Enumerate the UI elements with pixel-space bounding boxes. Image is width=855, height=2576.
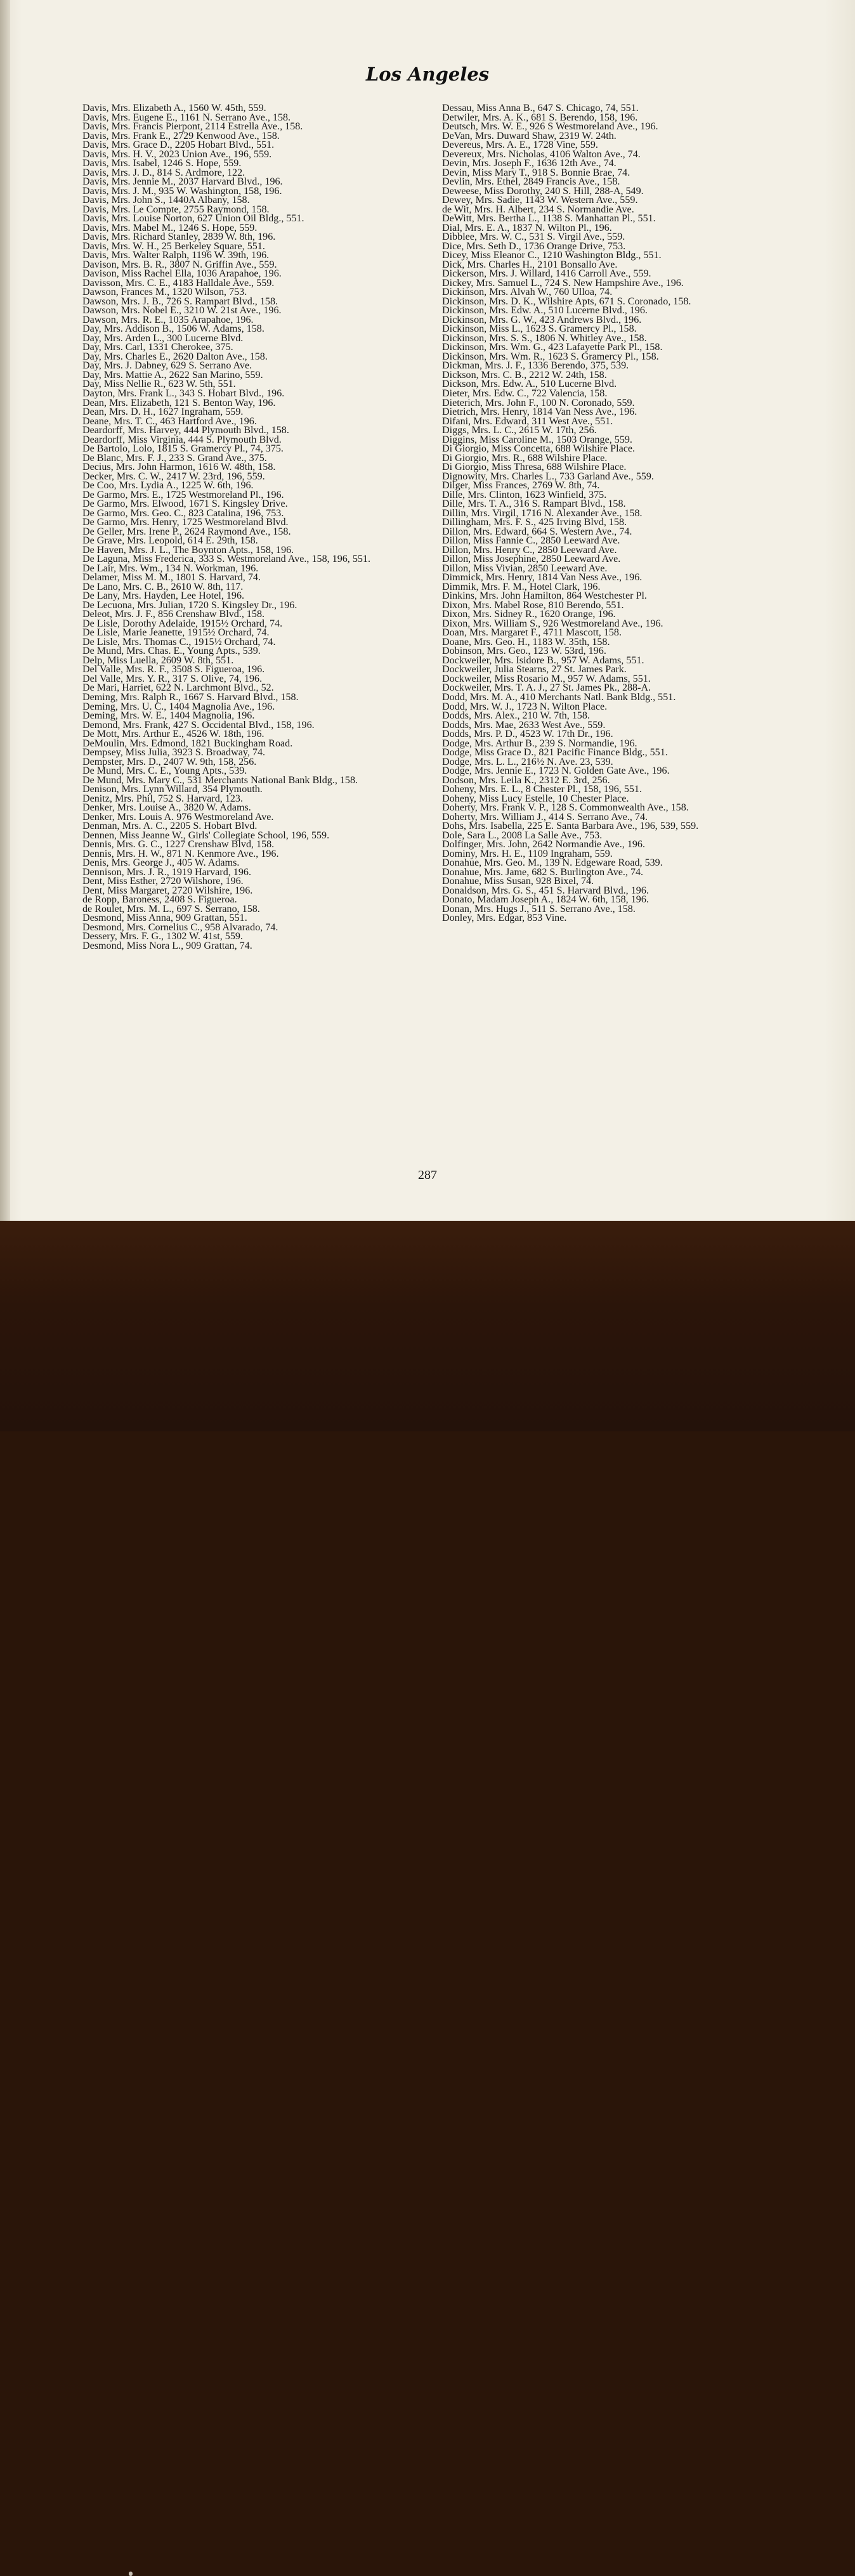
directory-entry: de Wit, Mrs. H. Albert, 234 S. Normandie Ave. xyxy=(442,204,634,215)
directory-entry: Davis, Mrs. J. D., 814 S. Ardmore, 122. xyxy=(82,167,245,178)
directory-entry: Davis, Mrs. Francis Pierpont, 2114 Estrella Ave., 158. xyxy=(82,121,303,133)
directory-entry: Dempster, Mrs. D., 2407 W. 9th, 158, 256. xyxy=(82,756,257,767)
directory-entry: Dockweiler, Mrs. T. A. J., 27 St. James Pk., 288-A. xyxy=(442,682,651,694)
directory-entry: Dent, Miss Margaret, 2720 Wilshire, 196. xyxy=(82,885,253,896)
directory-entry: Dobinson, Mrs. Geo., 123 W. 53rd, 196. xyxy=(442,646,606,657)
directory-entry: Desmond, Miss Anna, 909 Grattan, 551. xyxy=(82,913,247,924)
directory-entry: Deutsch, Mrs. W. E., 926 S Westmoreland Ave., 196. xyxy=(442,121,658,133)
directory-entry: Denitz, Mrs. Phil, 752 S. Harvard, 123. xyxy=(82,793,244,804)
directory-entry: Decius, Mrs. John Harmon, 1616 W. 48th, 158. xyxy=(82,462,276,473)
directory-entry: De Grave, Mrs. Leopold, 614 E. 29th, 158. xyxy=(82,535,258,547)
directory-entry: Dockweiler, Miss Rosario M., 957 W. Adams, 551. xyxy=(442,673,651,684)
directory-entry: Davisson, Mrs. C. E., 4183 Halldale Ave., 559. xyxy=(82,277,275,289)
directory-entry: Dillon, Miss Fannie C., 2850 Leeward Ave. xyxy=(442,535,620,547)
directory-entry: DeMoulin, Mrs. Edmond, 1821 Buckingham Road. xyxy=(82,738,293,749)
directory-entry: Dille, Mrs. Clinton, 1623 Winfield, 375. xyxy=(442,489,607,500)
directory-entry: Dempsey, Miss Julia, 3923 S. Broadway, 74. xyxy=(82,747,266,758)
directory-entry: Donley, Mrs. Edgar, 853 Vine. xyxy=(442,913,567,923)
directory-entry: Dodge, Mrs. Arthur B., 239 S. Normandie, 196. xyxy=(442,738,637,749)
directory-entry: De Mund, Mrs. C. E., Young Apts., 539. xyxy=(82,765,247,777)
directory-entry: Dickinson, Mrs. G. W., 423 Andrews Blvd., 196. xyxy=(442,314,642,325)
directory-entry: De Lano, Mrs. C. B., 2610 W. 8th, 117. xyxy=(82,581,244,592)
directory-entry: Dimmik, Mrs. F. M., Hotel Clark, 196. xyxy=(442,581,601,592)
directory-entry: Di Giorgio, Miss Concetta, 688 Wilshire Place. xyxy=(442,443,636,455)
directory-entry: Dice, Mrs. Seth D., 1736 Orange Drive, 753. xyxy=(442,240,626,252)
directory-entry: De Lisle, Mrs. Thomas C., 1915½ Orchard, 74. xyxy=(82,636,276,647)
directory-entry: Day, Mrs. Mattie A., 2622 San Marino, 559. xyxy=(82,369,263,381)
directory-entry: Dewey, Mrs. Sadie, 1143 W. Western Ave., 559. xyxy=(442,195,638,206)
directory-entry: Doan, Mrs. Margaret F., 4711 Mascott, 158. xyxy=(442,627,622,639)
directory-entry: Dickinson, Mrs. D. K., Wilshire Apts, 671 S. Coronado, 158. xyxy=(442,296,691,307)
directory-entry: Day, Mrs. Arden L., 300 Lucerne Blvd. xyxy=(82,332,244,344)
directory-entry: Davis, Mrs. John S., 1440A Albany, 158. xyxy=(82,195,250,206)
directory-entry: Dickman, Mrs. J. F., 1336 Berendo, 375, 539. xyxy=(442,360,629,372)
directory-entry: Davis, Mrs. Grace D., 2205 Hobart Blvd., 551. xyxy=(82,140,275,151)
directory-entry: Donahue, Miss Susan, 928 Bixel, 74. xyxy=(442,876,594,887)
directory-entry: Delp, Miss Luella, 2609 W. 8th, 551. xyxy=(82,654,234,666)
directory-entry: Dickinson, Mrs. S. S., 1806 N. Whitley Ave., 158. xyxy=(442,332,647,344)
directory-entry: Dean, Mrs. D. H., 1627 Ingraham, 559. xyxy=(82,407,244,418)
directory-entry: De Lisle, Dorothy Adelaide, 1915½ Orchard, 74. xyxy=(82,618,283,629)
directory-entry: De Garmo, Mrs. Geo. C., 823 Catalina, 196, 753. xyxy=(82,507,284,519)
directory-entry: Dawson, Mrs. Nobel E., 3210 W. 21st Ave., 196. xyxy=(82,305,282,316)
directory-entry: Diggins, Miss Caroline M., 1503 Orange, 559. xyxy=(442,434,632,445)
directory-entry: Delamer, Miss M. M., 1801 S. Harvard, 74. xyxy=(82,572,261,583)
directory-entry: Doheny, Miss Lucy Estelle, 10 Chester Place. xyxy=(442,793,629,804)
directory-entry: Dessau, Miss Anna B., 647 S. Chicago, 74, 551. xyxy=(442,104,639,114)
directory-entry: Deane, Mrs. T. C., 463 Hartford Ave., 196. xyxy=(82,415,257,427)
directory-entry: Dimmick, Mrs. Henry, 1814 Van Ness Ave., 196. xyxy=(442,572,643,583)
directory-entry: Davison, Miss Rachel Ella, 1036 Arapahoe, 196. xyxy=(82,268,282,280)
directory-entry: Dodge, Mrs. Jennie E., 1723 N. Golden Gate Ave., 196. xyxy=(442,765,670,777)
directory-entry: De Lair, Mrs. Wm., 134 N. Workman, 196. xyxy=(82,563,259,574)
directory-entry: Davis, Mrs. Walter Ralph, 1196 W. 39th, 196. xyxy=(82,250,270,261)
directory-entry: Dessery, Mrs. F. G., 1302 W. 41st, 559. xyxy=(82,931,243,942)
directory-entry: Dawson, Frances M., 1320 Wilson, 753. xyxy=(82,287,247,298)
page-header: Los Angeles xyxy=(365,63,490,85)
directory-entry: Davis, Mrs. Louise Norton, 627 Union Oil Bldg., 551. xyxy=(82,213,304,224)
directory-entry: Donahue, Mrs. Geo. M., 139 N. Edgeware Road, 539. xyxy=(442,857,663,869)
directory-entry: DeVan, Mrs. Duward Shaw, 2319 W. 24th. xyxy=(442,130,617,141)
directory-entry: Desmond, Miss Nora L., 909 Grattan, 74. xyxy=(82,940,252,951)
directory-entry: Demond, Mrs. Frank, 427 S. Occidental Blvd., 158, 196. xyxy=(82,719,315,731)
directory-entry: Deweese, Miss Dorothy, 240 S. Hill, 288-A, 549. xyxy=(442,185,644,197)
directory-entry: Doherty, Mrs. Frank V. P., 128 S. Commonwealth Ave., 158. xyxy=(442,802,689,814)
directory-entry: Detwiler, Mrs. A. K., 681 S. Berendo, 158, 196. xyxy=(442,112,638,123)
directory-entry: Davis, Mrs. Elizabeth A., 1560 W. 45th, 559. xyxy=(82,104,266,114)
directory-entry: Dickinson, Mrs. Wm. R., 1623 S. Gramercy Pl., 158. xyxy=(442,351,659,362)
directory-entry: Dickinson, Mrs. Wm. G., 423 Lafayette Park Pl., 158. xyxy=(442,342,663,353)
directory-entry: Deleot, Mrs. J. F., 856 Crenshaw Blvd., 158. xyxy=(82,609,265,620)
directory-entry: Dillingham, Mrs. F. S., 425 Irving Blvd, 158. xyxy=(442,517,627,528)
directory-entry: Dockweiler, Mrs. Isidore B., 957 W. Adams, 551. xyxy=(442,654,644,666)
dust-speck xyxy=(129,2572,133,2576)
directory-entry: Dennison, Mrs. J. R., 1919 Harvard, 196. xyxy=(82,866,251,878)
directory-entry: Doherty, Mrs. William J., 414 S. Serrano Ave., 74. xyxy=(442,811,648,823)
directory-entry: Dickey, Mrs. Samuel L., 724 S. New Hampshire Ave., 196. xyxy=(442,277,684,289)
directory-entry: Dean, Mrs. Elizabeth, 121 S. Benton Way, 196. xyxy=(82,397,276,408)
directory-entry: Davis, Mrs. H. V., 2023 Union Ave., 196, 559. xyxy=(82,148,272,160)
directory-entry: Day, Miss Nellie R., 623 W. 5th, 551. xyxy=(82,379,236,390)
directory-entry: Dillon, Mrs. Edward, 664 S. Western Ave., 74. xyxy=(442,526,632,537)
page-gutter xyxy=(0,0,10,1221)
directory-entry: DeWitt, Mrs. Bertha L., 1138 S. Manhattan Pl., 551. xyxy=(442,213,656,224)
directory-entry: Denker, Mrs. Louis A. 976 Westmoreland Ave. xyxy=(82,811,274,823)
directory-entry: Dickinson, Miss L., 1623 S. Gramercy Pl., 158. xyxy=(442,323,637,335)
directory-entry: Dieter, Mrs. Edw. C., 722 Valencia, 158. xyxy=(442,387,608,399)
directory-entry: Day, Mrs. Carl, 1331 Cherokee, 375. xyxy=(82,342,233,353)
directory-entry: Davis, Mrs. Le Compte, 2755 Raymond, 158. xyxy=(82,204,270,215)
directory-entry: Dodds, Mrs. P. D., 4523 W. 17th Dr., 196. xyxy=(442,729,613,740)
directory-entry: Dickson, Mrs. Edw. A., 510 Lucerne Blvd. xyxy=(442,379,617,390)
directory-entry: Dominy, Mrs. H. E., 1109 Ingraham, 559. xyxy=(442,848,613,859)
directory-entry: Dickinson, Mrs. Edw. A., 510 Lucerne Blvd., 196. xyxy=(442,305,648,316)
directory-entry: Deming, Mrs. U. C., 1404 Magnolia Ave., 196. xyxy=(82,701,275,712)
directory-entry: De Bartolo, Lolo, 1815 S. Gramercy Pl., 74, 375. xyxy=(82,443,284,455)
directory-entry: Dibblee, Mrs. W. C., 531 S. Virgil Ave., 559. xyxy=(442,231,625,243)
directory-entry: Dinkins, Mrs. John Hamilton, 864 Westchester Pl. xyxy=(442,590,647,602)
directory-entry: Devlin, Mrs. Ethel, 2849 Francis Ave., 158. xyxy=(442,176,620,188)
directory-entry: Denker, Mrs. Louise A., 3820 W. Adams. xyxy=(82,802,251,814)
directory-entry: Dietrich, Mrs. Henry, 1814 Van Ness Ave., 196. xyxy=(442,407,637,418)
directory-entry: Dickson, Mrs. C. B., 2212 W. 24th, 158. xyxy=(442,369,607,381)
directory-entry: Dodson, Mrs. Leila K., 2312 E. 3rd, 256. xyxy=(442,774,610,786)
directory-entry: De Garmo, Mrs. Elwood, 1671 S. Kingsley Drive. xyxy=(82,498,288,510)
directory-entry: Donato, Madam Joseph A., 1824 W. 6th, 158, 196. xyxy=(442,894,649,906)
directory-entry: De Laguna, Miss Frederica, 333 S. Westmoreland Ave., 158, 196, 551. xyxy=(82,554,371,565)
directory-entry: Desmond, Mrs. Cornelius C., 958 Alvarado, 74. xyxy=(82,921,278,933)
directory-entry: Davison, Mrs. B. R., 3807 N. Griffin Ave., 559. xyxy=(82,259,277,270)
directory-entry: Dent, Miss Esther, 2720 Wilshore, 196. xyxy=(82,876,244,887)
directory-entry: Davis, Mrs. J. M., 935 W. Washington, 158, 196. xyxy=(82,185,282,197)
directory-entry: Dial, Mrs. E. A., 1837 N. Wilton Pl., 196. xyxy=(442,222,612,233)
directory-entry: Deardorff, Miss Virginia, 444 S. Plymouth Blvd. xyxy=(82,434,282,445)
directory-entry: Difani, Mrs. Edward, 311 West Ave., 551. xyxy=(442,415,613,427)
directory-entry: Deardorff, Mrs. Harvey, 444 Plymouth Blvd., 158. xyxy=(82,425,289,436)
directory-entry: Davis, Mrs. Richard Stanley, 2839 W. 8th, 196. xyxy=(82,231,276,243)
directory-entry: Del Valle, Mrs. Y. R., 317 S. Olive, 74, 196. xyxy=(82,673,263,684)
directory-entry: Donan, Mrs. Hugs J., 511 S. Serrano Ave., 158. xyxy=(442,903,636,914)
directory-entry: Davis, Mrs. Frank E., 2729 Kenwood Ave., 158. xyxy=(82,130,280,141)
directory-entry: De Lisle, Marie Jeanette, 1915½ Orchard, 74. xyxy=(82,627,270,639)
directory-entry: Dillon, Mrs. Henry C., 2850 Leeward Ave. xyxy=(442,544,617,556)
directory-entry: Dixon, Mrs. William S., 926 Westmoreland Ave., 196. xyxy=(442,618,663,629)
directory-entry: Dieterich, Mrs. John F., 100 N. Coronado, 559. xyxy=(442,397,635,408)
directory-entry: Di Giorgio, Mrs. R., 688 Wilshire Place. xyxy=(442,452,608,464)
directory-entry: Dillon, Miss Vivian, 2850 Leeward Ave. xyxy=(442,563,608,574)
directory-entry: Dennen, Miss Jeanne W., Girls' Collegiate School, 196, 559. xyxy=(82,829,330,841)
left-column xyxy=(82,104,428,951)
directory-entry: Dixon, Mrs. Mabel Rose, 810 Berendo, 551. xyxy=(442,599,624,611)
directory-entry: Dille, Mrs. T. A., 316 S. Rampart Blvd., 158. xyxy=(442,498,626,510)
directory-entry: Dixon, Mrs. Sidney R., 1620 Orange, 196. xyxy=(442,609,616,620)
directory-entry: De Mund, Mrs. Chas. E., Young Apts., 539. xyxy=(82,646,261,657)
directory-entry: Dicey, Miss Eleanor C., 1210 Washington Bldg., 551. xyxy=(442,250,662,261)
directory-entry: Del Valle, Mrs. R. F., 3508 S. Figueroa, 196. xyxy=(82,664,265,675)
directory-entry: Doane, Mrs. Geo. H., 1183 W. 35th, 158. xyxy=(442,636,610,647)
directory-entry: Day, Mrs. Charles E., 2620 Dalton Ave., 158. xyxy=(82,351,268,362)
directory-entry: Dohs, Mrs. Isabella, 225 E. Santa Barbara Ave., 196, 539, 559. xyxy=(442,821,699,832)
directory-entry: Dennis, Mrs. G. C., 1227 Crenshaw Blvd, 158. xyxy=(82,839,275,850)
directory-entry: De Geller, Mrs. Irene P., 2624 Raymond Ave., 158. xyxy=(82,526,291,537)
background-surface xyxy=(0,1221,855,1431)
directory-entry: Day, Mrs. J. Dabney, 629 S. Serrano Ave. xyxy=(82,360,252,372)
directory-entry: De Lecuona, Mrs. Julian, 1720 S. Kingsley Dr., 196. xyxy=(82,599,297,611)
directory-entry: Devin, Mrs. Joseph F., 1636 12th Ave., 74. xyxy=(442,158,617,169)
directory-entry: Donahue, Mrs. Jame, 682 S. Burlington Ave., 74. xyxy=(442,866,644,878)
directory-entry: Devereus, Mrs. A. E., 1728 Vine, 559. xyxy=(442,140,598,151)
directory-entry: De Garmo, Mrs. Henry, 1725 Westmoreland Blvd. xyxy=(82,517,289,528)
directory-entry: Devereux, Mrs. Nicholas, 4106 Walton Ave., 74. xyxy=(442,148,641,160)
directory-entry: Dickerson, Mrs. J. Willard, 1416 Carroll Ave., 559. xyxy=(442,268,651,280)
directory-entry: De Lany, Mrs. Hayden, Lee Hotel, 196. xyxy=(82,590,245,602)
directory-entry: Davis, Mrs. Jennie M., 2037 Harvard Blvd., 196. xyxy=(82,176,283,188)
directory-entry: Donaldson, Mrs. G. S., 451 S. Harvard Blvd., 196. xyxy=(442,885,649,896)
directory-entry: De Mari, Harriet, 622 N. Larchmont Blvd., 52. xyxy=(82,682,274,694)
directory-entry: Davis, Mrs. Eugene E., 1161 N. Serrano Ave., 158. xyxy=(82,112,291,123)
directory-entry: Dolfinger, Mrs. John, 2642 Normandie Ave., 196. xyxy=(442,839,645,850)
directory-entry: Denison, Mrs. Lynn Willard, 354 Plymouth. xyxy=(82,784,263,795)
directory-entry: Davis, Mrs. Mabel M., 1246 S. Hope, 559. xyxy=(82,222,258,233)
directory-entry: Devin, Miss Mary T., 918 S. Bonnie Brae, 74. xyxy=(442,167,630,178)
directory-entry: Dole, Sara L., 2008 La Salle Ave., 753. xyxy=(442,829,603,841)
directory-entry: Dawson, Mrs. J. B., 726 S. Rampart Blvd., 158. xyxy=(82,296,278,307)
directory-entry: De Haven, Mrs. J. L., The Boynton Apts., 158, 196. xyxy=(82,544,294,556)
directory-entry: Dennis, Mrs. H. W., 871 N. Kenmore Ave., 196. xyxy=(82,848,279,859)
directory-entry: Dodge, Mrs. L. L., 216½ N. Ave. 23, 539. xyxy=(442,756,613,767)
directory-entry: Dillin, Mrs. Virgil, 1716 N. Alexander Ave., 158. xyxy=(442,507,643,519)
directory-entry: Dawson, Mrs. R. E., 1035 Arapahoe, 196. xyxy=(82,314,254,325)
directory-entry: De Blanc, Mrs. F. J., 233 S. Grand Ave., 375. xyxy=(82,452,267,464)
directory-entry: Dignowity, Mrs. Charles L., 733 Garland Ave., 559. xyxy=(442,471,654,482)
directory-entry: Decker, Mrs. C. W., 2417 W. 23rd, 196, 559. xyxy=(82,471,265,482)
directory-entry: Davis, Mrs. W. H., 25 Berkeley Square, 551. xyxy=(82,240,265,252)
directory-entry: Dilger, Miss Frances, 2769 W. 8th, 74. xyxy=(442,480,600,491)
directory-entry: Dayton, Mrs. Frank L., 343 S. Hobart Blvd., 196. xyxy=(82,387,285,399)
directory-entry: Denis, Mrs. George J., 405 W. Adams. xyxy=(82,857,240,869)
directory-entry: Dodd, Mrs. M. A., 410 Merchants Natl. Bank Bldg., 551. xyxy=(442,692,676,703)
directory-entry: Dodds, Mrs. Alex., 210 W. 7th, 158. xyxy=(442,710,590,722)
directory-entry: Dillon, Miss Josephine, 2850 Leeward Ave. xyxy=(442,554,621,565)
directory-entry: Dodd, Mrs. W. J., 1723 N. Wilton Place. xyxy=(442,701,608,712)
directory-entry: Diggs, Mrs. L. C., 2615 W. 17th, 256. xyxy=(442,425,597,436)
directory-entry: De Mott, Mrs. Arthur E., 4526 W. 18th, 196. xyxy=(82,729,264,740)
directory-entry: Doheny, Mrs. E. L., 8 Chester Pl., 158, 196, 551. xyxy=(442,784,642,795)
book-page xyxy=(0,0,855,1221)
directory-entry: Day, Mrs. Addison B., 1506 W. Adams, 158. xyxy=(82,323,264,335)
directory-entry: Davis, Mrs. Isabel, 1246 S. Hope, 559. xyxy=(82,158,242,169)
directory-entry: Dockweiler, Julia Stearns, 27 St. James Park. xyxy=(442,664,627,675)
directory-entry: De Mund, Mrs. Mary C., 531 Merchants National Bank Bldg., 158. xyxy=(82,774,358,786)
right-column xyxy=(442,104,788,923)
directory-entry: Deming, Mrs. W. E., 1404 Magnolia, 196. xyxy=(82,710,255,722)
page-number: 287 xyxy=(418,1168,437,1182)
directory-entry: Dickinson, Mrs. Alvah W., 760 Ulloa, 74. xyxy=(442,287,613,298)
directory-entry: De Coo, Mrs. Lydia A., 1225 W. 6th, 196. xyxy=(82,480,254,491)
directory-entry: de Roulet, Mrs. M. L., 697 S. Serrano, 158. xyxy=(82,903,260,914)
directory-entry: Dick, Mrs. Charles H., 2101 Bonsallo Ave. xyxy=(442,259,618,270)
directory-entry: de Ropp, Baroness, 2408 S. Figueroa. xyxy=(82,894,237,906)
directory-entry: Denman, Mrs. A. C., 2205 S. Hobart Blvd. xyxy=(82,821,258,832)
directory-entry: Di Giorgio, Miss Thresa, 688 Wilshire Place. xyxy=(442,462,627,473)
directory-entry: Dodds, Mrs. Mae, 2633 West Ave., 559. xyxy=(442,719,606,731)
directory-entry: Deming, Mrs. Ralph R., 1667 S. Harvard Blvd., 158. xyxy=(82,692,299,703)
directory-entry: Dodge, Miss Grace D., 821 Pacific Finance Bldg., 551. xyxy=(442,747,668,758)
directory-entry: De Garmo, Mrs. E., 1725 Westmoreland Pl., 196. xyxy=(82,489,284,500)
